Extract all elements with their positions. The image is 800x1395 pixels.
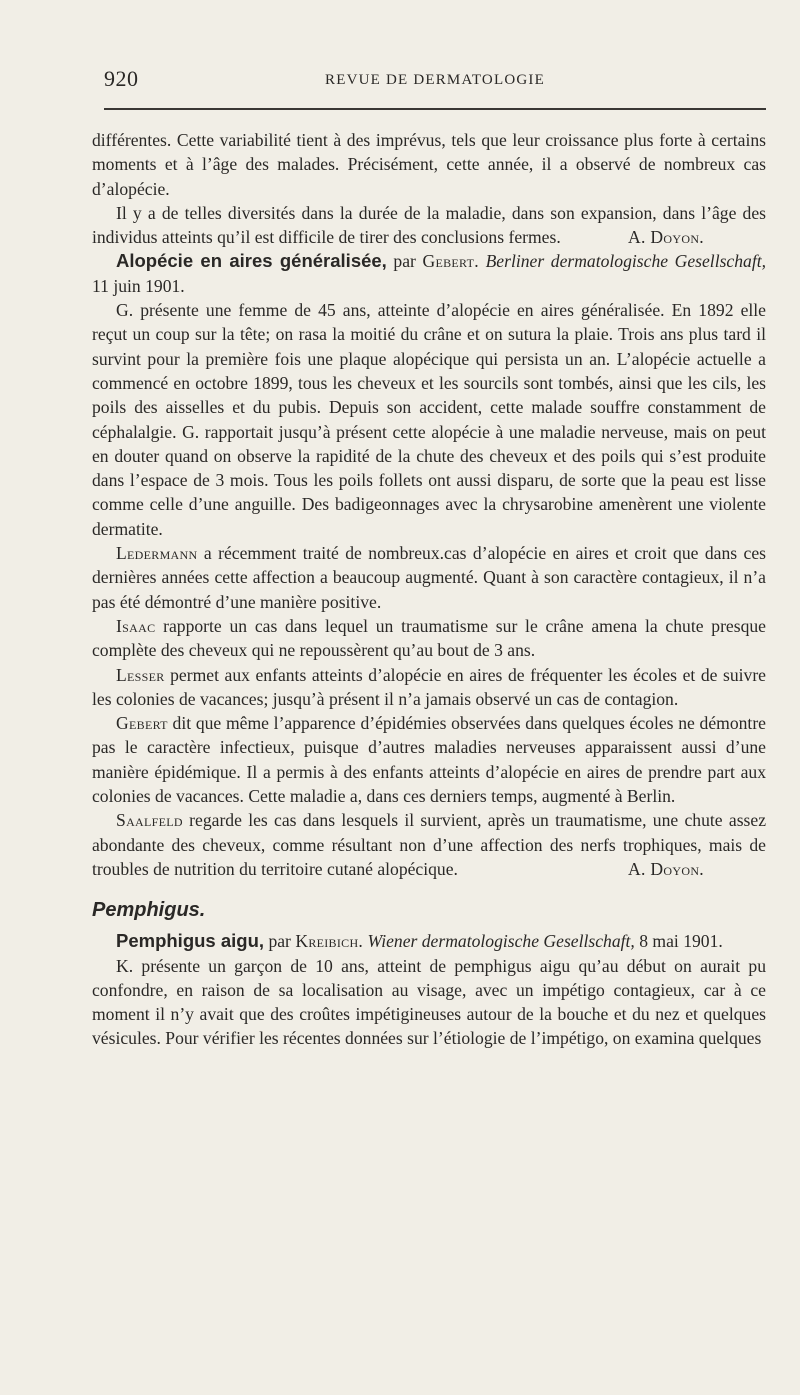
page-header	[104, 66, 766, 98]
author-gebert: Gebert	[116, 713, 168, 734]
article3-heading	[92, 929, 766, 953]
article1-paragraph-2	[92, 201, 766, 250]
article2-author: Gebert.	[422, 251, 479, 272]
header-rule	[104, 108, 766, 110]
article2-heading	[92, 249, 766, 298]
article2-paragraph-4-text: permet aux enfants atteints d’alopécie en aires de fréquenter les écoles et de suivre les colonies de vacances; jusqu’à présent il n’a jamais observé un cas de contagion.	[92, 664, 766, 709]
article2-paragraph-1: G. présente une femme de 45 ans, atteinte d’alopécie en aires généralisée. En 1892 elle reçut un coup sur la tête; on rasa la moitié du crâne et on sutura la plaie. Trois ans plus tard il survint pour la première fois une plaque alopécique qui persista un an. L’alopécie actuelle a commencé en octobre 1899, tous les cheveux et les sourcils sont tombés, ainsi que les cils, les poils des aisselles et du pubis. Depuis son accident, cette malade souffre constamment de céphalalgie. G. rapportait jusqu’à présent cette alopécie à une maladie nerveuse, mais on peut en douter quand on observe la rapidité de la chute des cheveux et des poils qui s’est produite dans l’espace de 3 mois. Tous les poils follets ont aussi disparu, de sorte que la peau est lisse comme celle d’une anguille. Des badigeonnages avec la chrysarobine amenèrent une violente dermatite.	[92, 300, 766, 539]
article2-journal: Berliner dermatologische Gesellschaft,	[485, 251, 767, 272]
article2-signature: A. Doyon.	[628, 858, 704, 879]
article3-title: Pemphigus aigu,	[116, 930, 265, 952]
author-ledermann: Ledermann	[116, 543, 198, 564]
article2-paragraph-3	[92, 614, 766, 663]
section-heading: Pemphigus.	[92, 899, 206, 922]
article1-paragraph-2-text: Il y a de telles diversités dans la durée de la maladie, dans son expansion, dans l’âge des individus atteints qu’il est difficile de tirer des conclusions fermes.	[92, 202, 766, 248]
author-isaac: Isaac	[116, 615, 156, 636]
article2-paragraph-5	[92, 711, 766, 808]
article2-paragraph-6-text: regarde les cas dans lesquels il survient, après un traumatisme, une chute assez abondante des cheveux, comme résultant non d’une affection des nerfs trophiques, mais de troubles de nutrition du territoire cutané alopécique.	[92, 810, 767, 879]
article2-title: Alopécie en aires généralisée,	[116, 250, 387, 272]
running-title: REVUE DE DERMATOLOGIE	[325, 72, 545, 88]
article2-paragraph-4	[92, 663, 766, 712]
article3-journal: Wiener dermatologische Gesellschaft,	[367, 931, 635, 952]
article2-date: 11 juin 1901.	[92, 275, 185, 296]
article2-paragraph-3-text: rapporte un cas dans lequel un traumatisme sur le crâne amena la chute presque complète des cheveux qui ne repoussèrent qu’au bout de 3 ans.	[92, 615, 766, 661]
article3-author: Kreibich.	[295, 931, 364, 952]
author-saalfeld: Saalfeld	[116, 810, 183, 831]
article2-par: par	[393, 251, 416, 272]
author-lesser: Lesser	[116, 664, 165, 685]
article2-paragraph-2	[92, 541, 766, 614]
article3-paragraph-1: K. présente un garçon de 10 ans, atteint de pemphigus aigu qu’au début on aurait pu confondre, en raison de sa localisation au visage, avec un impétigo contagieux, car à ce moment il n’y avait que des croûtes impétigineuses autour de la bouche et du nez et quelques vésicules. Pour vérifier les récentes données sur l’étiologie de l’impétigo, on examina quelques	[92, 955, 766, 1049]
article1-paragraph-1: différentes. Cette variabilité tient à des imprévus, tels que leur croissance plus forte à certains moments et à l’âge des malades. Précisément, cette année, il a observé de nombreux cas d’alopécie.	[92, 130, 766, 199]
article2-paragraph-6	[92, 808, 766, 881]
page-number: 920	[104, 66, 139, 91]
article1-signature: A. Doyon.	[628, 227, 704, 248]
article2-paragraph-5-text: dit que même l’apparence d’épidémies observées dans quelques écoles ne démontre pas le caractère infectieux, puisque d’autres maladies nerveuses apparaissent aussi d’une manière épidémique. Il a permis à des enfants atteints d’alopécie en aires de prendre part aux colonies de vacances. Cette maladie a, dans ces derniers temps, augmenté à Berlin.	[92, 713, 766, 807]
article2-paragraph-2-text: a récemment traité de nombreux.cas d’alopécie en aires et croit que dans ces dernières années cette affection a beaucoup augmenté. Quant à son caractère contagieux, il n’a pas été démontré d’une manière positive.	[92, 543, 766, 612]
body-text	[92, 128, 766, 1051]
article3-date: 8 mai 1901.	[639, 931, 723, 952]
article3-par: par	[268, 931, 291, 952]
